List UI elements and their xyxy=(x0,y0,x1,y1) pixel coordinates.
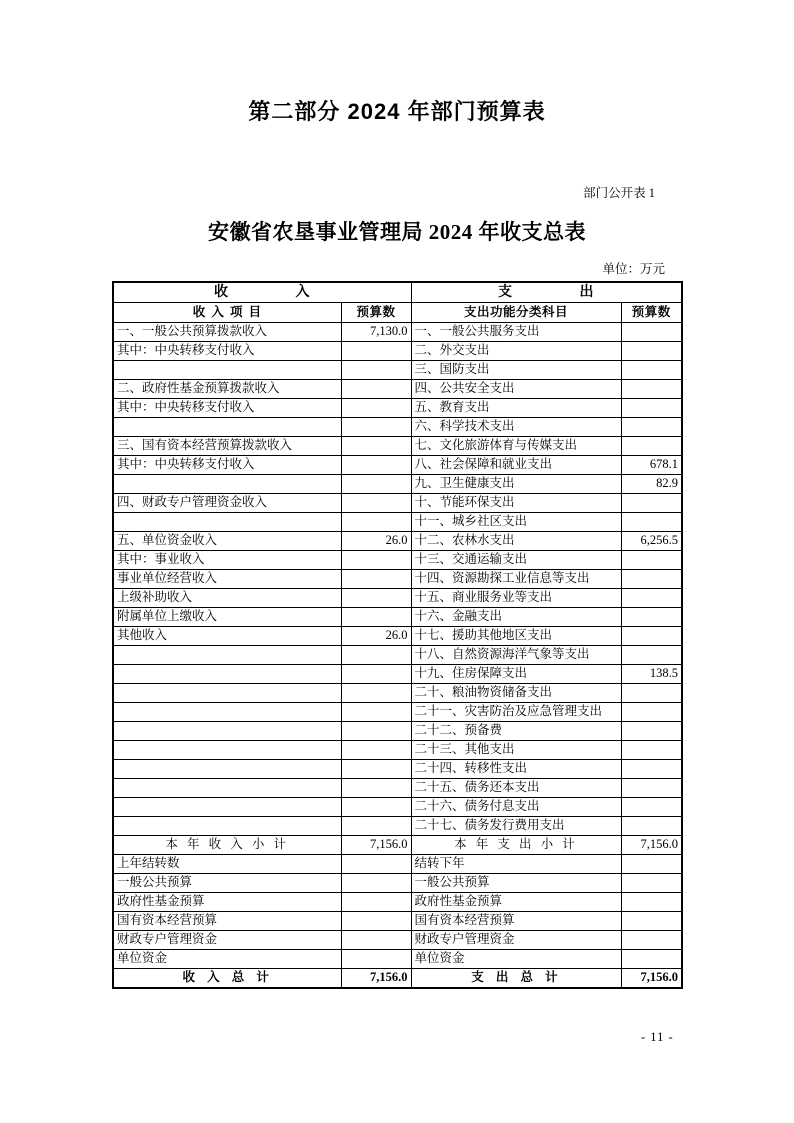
expense-budget-cell xyxy=(621,950,682,969)
column-header-income-budget: 预算数 xyxy=(341,303,411,323)
expense-budget-cell xyxy=(621,361,682,380)
expense-budget-cell xyxy=(621,874,682,893)
income-budget-cell xyxy=(341,779,411,798)
income-budget-cell xyxy=(341,399,411,418)
table-row xyxy=(113,665,682,684)
expense-item-cell: 国有资本经营预算 xyxy=(411,912,621,931)
table-row xyxy=(113,836,682,855)
income-item-cell xyxy=(113,760,341,779)
table-label: 部门公开表 1 xyxy=(583,186,655,200)
table-row xyxy=(113,570,682,589)
income-item-cell xyxy=(113,361,341,380)
income-budget-cell xyxy=(341,893,411,912)
income-budget-cell xyxy=(341,703,411,722)
section-title: 第二部分 2024 年部门预算表 xyxy=(248,99,546,124)
expense-item-cell: 一、一般公共服务支出 xyxy=(411,323,621,342)
expense-item-cell: 十四、资源勘探工业信息等支出 xyxy=(411,570,621,589)
income-item-cell: 国有资本经营预算 xyxy=(113,912,341,931)
expense-budget-cell xyxy=(621,570,682,589)
income-budget-cell xyxy=(341,855,411,874)
table-row xyxy=(113,513,682,532)
income-item-cell xyxy=(113,798,341,817)
table-column-header-row xyxy=(113,303,682,323)
income-budget-cell xyxy=(341,874,411,893)
income-item-cell xyxy=(113,703,341,722)
expense-item-cell: 十二、农林水支出 xyxy=(411,532,621,551)
expense-budget-cell xyxy=(621,722,682,741)
table-row xyxy=(113,456,682,475)
expense-budget-cell xyxy=(621,684,682,703)
income-item-cell xyxy=(113,817,341,836)
income-item-cell: 四、财政专户管理资金收入 xyxy=(113,494,341,513)
income-item-cell xyxy=(113,684,341,703)
table-row xyxy=(113,703,682,722)
income-budget-cell xyxy=(341,646,411,665)
income-section-header: 收 入 xyxy=(113,282,411,303)
income-item-cell: 其中：事业收入 xyxy=(113,551,341,570)
expense-item-cell: 九、卫生健康支出 xyxy=(411,475,621,494)
expense-budget-cell xyxy=(621,608,682,627)
income-item-cell xyxy=(113,779,341,798)
table-row xyxy=(113,874,682,893)
expense-budget-cell xyxy=(621,627,682,646)
unit-note: 单位：万元 xyxy=(602,262,665,276)
expense-budget-cell xyxy=(621,931,682,950)
table-row xyxy=(113,475,682,494)
income-budget-cell: 7,130.0 xyxy=(341,323,411,342)
income-item-cell: 其中：中央转移支付收入 xyxy=(113,399,341,418)
expense-item-cell: 支 出 总 计 xyxy=(411,969,621,989)
income-item-cell: 一般公共预算 xyxy=(113,874,341,893)
income-budget-cell xyxy=(341,741,411,760)
expense-budget-cell xyxy=(621,855,682,874)
expense-item-cell: 四、公共安全支出 xyxy=(411,380,621,399)
income-item-cell: 其中：中央转移支付收入 xyxy=(113,456,341,475)
income-item-cell: 其他收入 xyxy=(113,627,341,646)
expense-budget-cell xyxy=(621,323,682,342)
income-budget-cell xyxy=(341,437,411,456)
expense-item-cell: 二、外交支出 xyxy=(411,342,621,361)
table-row xyxy=(113,817,682,836)
income-budget-cell: 7,156.0 xyxy=(341,836,411,855)
income-item-cell: 五、单位资金收入 xyxy=(113,532,341,551)
expense-item-cell: 八、社会保障和就业支出 xyxy=(411,456,621,475)
income-item-cell: 上年结转数 xyxy=(113,855,341,874)
income-budget-cell xyxy=(341,665,411,684)
income-budget-cell xyxy=(341,722,411,741)
table-row xyxy=(113,893,682,912)
table-row xyxy=(113,342,682,361)
expense-budget-cell: 82.9 xyxy=(621,475,682,494)
table-row xyxy=(113,722,682,741)
expense-budget-cell: 138.5 xyxy=(621,665,682,684)
table-group-header-row xyxy=(113,282,682,303)
income-item-cell xyxy=(113,475,341,494)
income-budget-cell xyxy=(341,418,411,437)
income-budget-cell xyxy=(341,494,411,513)
income-budget-cell xyxy=(341,684,411,703)
income-budget-cell: 26.0 xyxy=(341,627,411,646)
column-header-income-item: 收 入 项 目 xyxy=(113,303,341,323)
expense-budget-cell xyxy=(621,551,682,570)
column-header-expense-budget: 预算数 xyxy=(621,303,682,323)
income-item-cell: 附属单位上缴收入 xyxy=(113,608,341,627)
expense-item-cell: 财政专户管理资金 xyxy=(411,931,621,950)
income-item-cell xyxy=(113,741,341,760)
expense-item-cell: 十五、商业服务业等支出 xyxy=(411,589,621,608)
income-budget-cell xyxy=(341,361,411,380)
expense-item-cell: 五、教育支出 xyxy=(411,399,621,418)
income-budget-cell xyxy=(341,912,411,931)
income-item-cell xyxy=(113,665,341,684)
income-budget-cell xyxy=(341,513,411,532)
table-row xyxy=(113,323,682,342)
expense-item-cell: 二十二、预备费 xyxy=(411,722,621,741)
income-item-cell: 收 入 总 计 xyxy=(113,969,341,989)
expense-item-cell: 二十三、其他支出 xyxy=(411,741,621,760)
expense-budget-cell: 7,156.0 xyxy=(621,836,682,855)
income-budget-cell: 26.0 xyxy=(341,532,411,551)
expense-budget-cell xyxy=(621,646,682,665)
table-row xyxy=(113,969,682,989)
expense-item-cell: 十三、交通运输支出 xyxy=(411,551,621,570)
expense-budget-cell xyxy=(621,513,682,532)
table-row xyxy=(113,646,682,665)
table-row xyxy=(113,627,682,646)
expense-budget-cell: 678.1 xyxy=(621,456,682,475)
expense-item-cell: 十、节能环保支出 xyxy=(411,494,621,513)
income-item-cell: 事业单位经营收入 xyxy=(113,570,341,589)
table-row xyxy=(113,855,682,874)
income-budget-cell xyxy=(341,798,411,817)
expense-item-cell: 二十一、灾害防治及应急管理支出 xyxy=(411,703,621,722)
table-row xyxy=(113,931,682,950)
expense-budget-cell: 7,156.0 xyxy=(621,969,682,989)
table-row xyxy=(113,437,682,456)
expense-budget-cell xyxy=(621,399,682,418)
income-item-cell: 二、政府性基金预算拨款收入 xyxy=(113,380,341,399)
expense-item-cell: 二十五、债务还本支出 xyxy=(411,779,621,798)
column-header-expense-item: 支出功能分类科目 xyxy=(411,303,621,323)
expense-section-header: 支 出 xyxy=(411,282,682,303)
table-row xyxy=(113,684,682,703)
income-budget-cell xyxy=(341,608,411,627)
income-item-cell: 一、一般公共预算拨款收入 xyxy=(113,323,341,342)
income-budget-cell xyxy=(341,342,411,361)
table-title: 安徽省农垦事业管理局 2024 年收支总表 xyxy=(208,220,586,244)
expense-item-cell: 七、文化旅游体育与传媒支出 xyxy=(411,437,621,456)
table-row xyxy=(113,399,682,418)
expense-budget-cell xyxy=(621,798,682,817)
income-item-cell xyxy=(113,418,341,437)
expense-item-cell: 二十四、转移性支出 xyxy=(411,760,621,779)
table-row xyxy=(113,418,682,437)
expense-item-cell: 二十、粮油物资储备支出 xyxy=(411,684,621,703)
income-item-cell: 本 年 收 入 小 计 xyxy=(113,836,341,855)
expense-item-cell: 二十七、债务发行费用支出 xyxy=(411,817,621,836)
expense-item-cell: 本 年 支 出 小 计 xyxy=(411,836,621,855)
expense-budget-cell xyxy=(621,380,682,399)
expense-budget-cell xyxy=(621,418,682,437)
income-item-cell xyxy=(113,646,341,665)
income-item-cell: 其中：中央转移支付收入 xyxy=(113,342,341,361)
income-item-cell xyxy=(113,513,341,532)
expense-item-cell: 政府性基金预算 xyxy=(411,893,621,912)
table-row xyxy=(113,741,682,760)
table-row xyxy=(113,494,682,513)
table-row xyxy=(113,760,682,779)
expense-budget-cell xyxy=(621,494,682,513)
income-item-cell: 三、国有资本经营预算拨款收入 xyxy=(113,437,341,456)
expense-item-cell: 单位资金 xyxy=(411,950,621,969)
budget-summary-table xyxy=(112,281,683,989)
table-row xyxy=(113,912,682,931)
table-row xyxy=(113,380,682,399)
income-budget-cell xyxy=(341,817,411,836)
expense-item-cell: 结转下年 xyxy=(411,855,621,874)
income-budget-cell: 7,156.0 xyxy=(341,969,411,989)
expense-budget-cell xyxy=(621,779,682,798)
expense-item-cell: 十七、援助其他地区支出 xyxy=(411,627,621,646)
expense-budget-cell xyxy=(621,741,682,760)
income-item-cell: 政府性基金预算 xyxy=(113,893,341,912)
income-item-cell xyxy=(113,722,341,741)
income-budget-cell xyxy=(341,570,411,589)
expense-item-cell: 十六、金融支出 xyxy=(411,608,621,627)
income-budget-cell xyxy=(341,475,411,494)
expense-item-cell: 六、科学技术支出 xyxy=(411,418,621,437)
table-row xyxy=(113,798,682,817)
income-item-cell: 财政专户管理资金 xyxy=(113,931,341,950)
expense-budget-cell xyxy=(621,589,682,608)
expense-item-cell: 三、国防支出 xyxy=(411,361,621,380)
income-budget-cell xyxy=(341,950,411,969)
income-budget-cell xyxy=(341,380,411,399)
expense-budget-cell xyxy=(621,912,682,931)
expense-budget-cell xyxy=(621,703,682,722)
table-row xyxy=(113,589,682,608)
table-row xyxy=(113,779,682,798)
expense-budget-cell xyxy=(621,893,682,912)
income-budget-cell xyxy=(341,589,411,608)
table-row xyxy=(113,608,682,627)
table-row xyxy=(113,361,682,380)
income-budget-cell xyxy=(341,760,411,779)
expense-budget-cell xyxy=(621,760,682,779)
expense-item-cell: 十九、住房保障支出 xyxy=(411,665,621,684)
income-item-cell: 单位资金 xyxy=(113,950,341,969)
income-budget-cell xyxy=(341,456,411,475)
expense-budget-cell xyxy=(621,817,682,836)
expense-item-cell: 一般公共预算 xyxy=(411,874,621,893)
expense-budget-cell xyxy=(621,437,682,456)
expense-item-cell: 十八、自然资源海洋气象等支出 xyxy=(411,646,621,665)
income-item-cell: 上级补助收入 xyxy=(113,589,341,608)
table-row xyxy=(113,551,682,570)
expense-budget-cell: 6,256.5 xyxy=(621,532,682,551)
expense-item-cell: 二十六、债务付息支出 xyxy=(411,798,621,817)
table-row xyxy=(113,532,682,551)
table-row xyxy=(113,950,682,969)
income-budget-cell xyxy=(341,551,411,570)
page-number: - 11 - xyxy=(641,1030,674,1044)
expense-budget-cell xyxy=(621,342,682,361)
expense-item-cell: 十一、城乡社区支出 xyxy=(411,513,621,532)
income-budget-cell xyxy=(341,931,411,950)
